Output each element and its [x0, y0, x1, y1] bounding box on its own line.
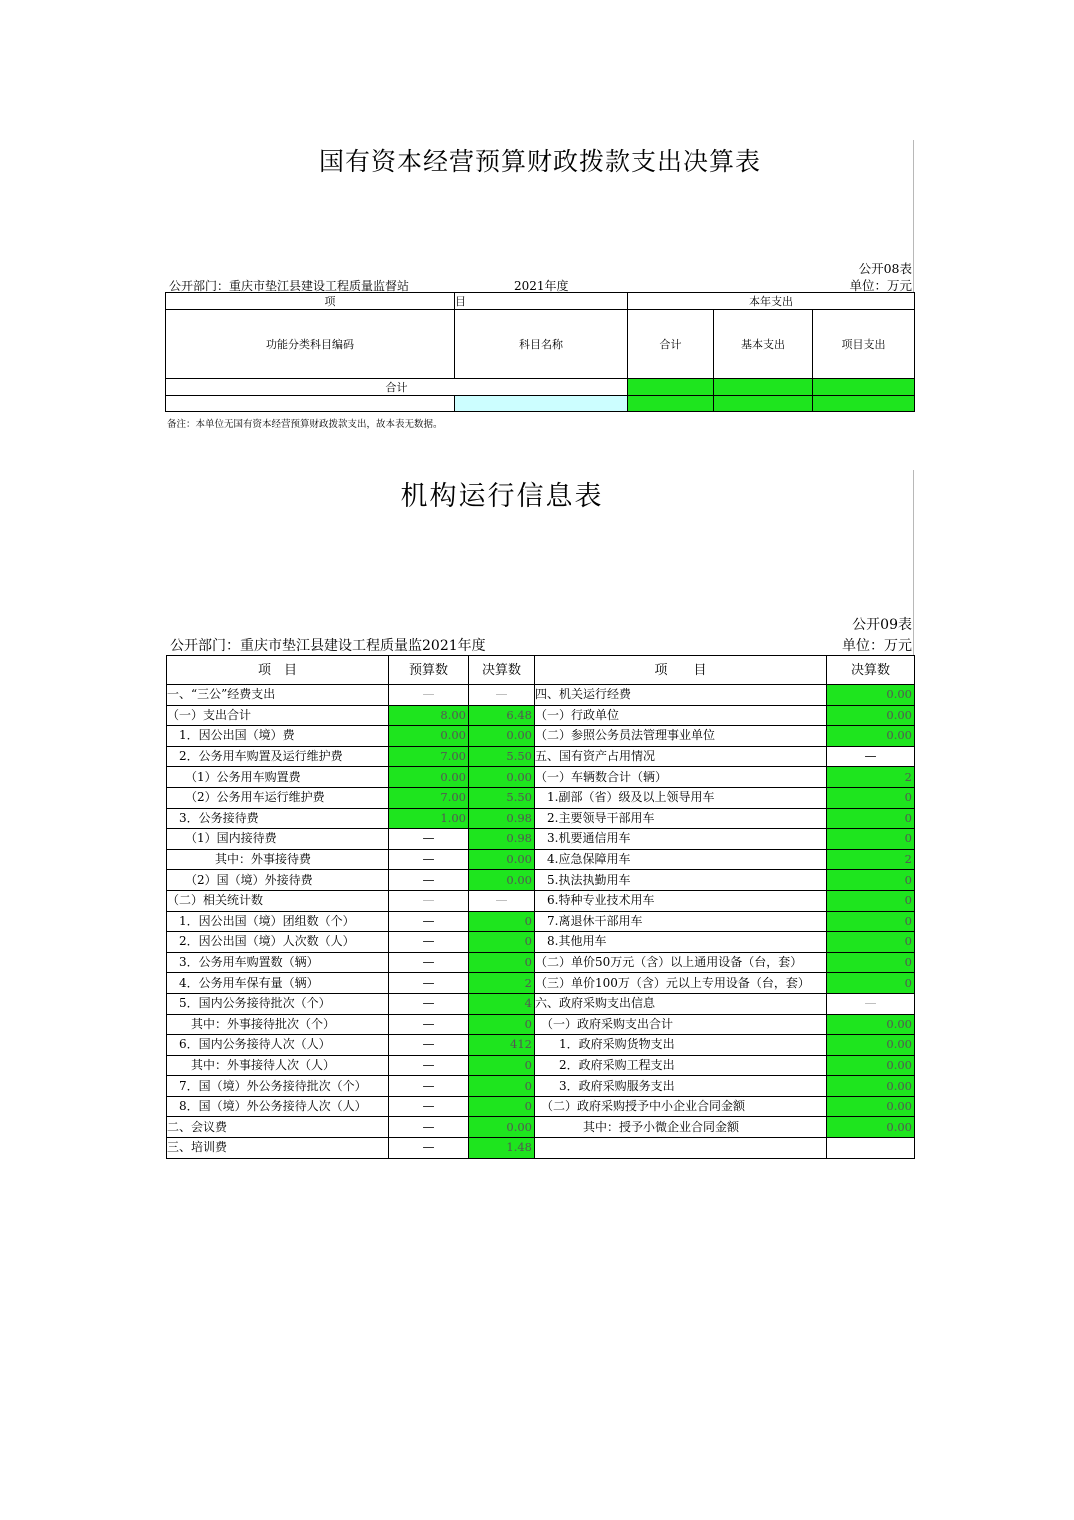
table09-right-label: （一）政府采购支出合计	[535, 1014, 827, 1035]
table09-budget-cell: —	[389, 952, 469, 973]
table09-left-label: （1）公务用车购置费	[167, 767, 389, 788]
table09-header-cell: 预算数	[389, 656, 469, 685]
table09-right-label: 四、机关运行经费	[535, 685, 827, 706]
table09-right-label: 5.执法执勤用车	[535, 870, 827, 891]
table09-budget-cell: 7.00	[389, 746, 469, 767]
table09-left-label: 3．公务接待费	[167, 808, 389, 829]
table08-unit: 单位：万元	[849, 278, 912, 293]
table09-left-label: 2．因公出国（境）人次数（人）	[167, 932, 389, 953]
table09-final-cell: 5.50	[469, 787, 535, 808]
table09-right-final-cell: 0	[827, 890, 915, 911]
table09-right-final-cell: 0.00	[827, 726, 915, 747]
table09-right-label: （三）单价100万（含）元以上专用设备（台，套）	[535, 973, 827, 994]
table-row	[167, 952, 915, 973]
table09-right-label: 2．政府采购工程支出	[535, 1055, 827, 1076]
table-row	[167, 705, 915, 726]
table09-budget-cell: —	[389, 1076, 469, 1097]
table-row	[167, 1076, 915, 1097]
table09-right-label: 7.离退休干部用车	[535, 911, 827, 932]
table09-right-final-cell: 0.00	[827, 685, 915, 706]
table09-right-final-cell: 0	[827, 808, 915, 829]
table09-code: 公开09表	[852, 617, 912, 633]
table09-budget-cell: —	[389, 829, 469, 850]
table-row	[167, 1138, 915, 1159]
table-row	[167, 870, 915, 891]
table09-left-label: 2．公务用车购置及运行维护费	[167, 746, 389, 767]
table08-dept: 公开部门：重庆市垫江县建设工程质量监督站	[169, 279, 410, 293]
table09-budget-cell: 7.00	[389, 787, 469, 808]
table09-final-cell: 0	[469, 952, 535, 973]
table09-right-final-cell: 0	[827, 829, 915, 850]
table09-budget-cell: —	[389, 993, 469, 1014]
table08-head-mu: 目	[455, 293, 628, 310]
table08-col-basic: 基本支出	[714, 310, 813, 379]
table09-left-label: 一、“三公”经费支出	[167, 685, 389, 706]
table08-year: 2021年度	[514, 279, 569, 293]
table-row	[167, 726, 915, 747]
table08-title: 国有资本经营预算财政拨款支出决算表	[318, 147, 761, 176]
table08-head-year-exp: 本年支出	[628, 293, 915, 310]
table09-final-cell: —	[469, 685, 535, 706]
table09-budget-cell: —	[389, 890, 469, 911]
table-row	[167, 787, 915, 808]
table08-name-cell	[455, 396, 628, 412]
table09-final-cell: 2	[469, 973, 535, 994]
table09-left-label: 1．因公出国（境）费	[167, 726, 389, 747]
table09-right-final-cell: 0	[827, 870, 915, 891]
table08-col-name: 科目名称	[455, 310, 628, 379]
table-row	[167, 890, 915, 911]
table09-right-final-cell: —	[827, 746, 915, 767]
table08-col-total: 合计	[628, 310, 714, 379]
table08-code: 公开08表	[858, 261, 912, 276]
table09-right-final-cell: 0	[827, 787, 915, 808]
table09-left-label: 6．国内公务接待人次（人）	[167, 1035, 389, 1056]
table-row	[167, 808, 915, 829]
table-row	[167, 911, 915, 932]
table09-right-label: 其中：授予小微企业合同金额	[535, 1117, 827, 1138]
table09-right-final-cell: 0	[827, 932, 915, 953]
table09-budget-cell: —	[389, 849, 469, 870]
table09-right-final-cell: 0.00	[827, 1035, 915, 1056]
table09-right-label: （二）政府采购授予中小企业合同金额	[535, 1096, 827, 1117]
table09-left-label: 其中：外事接待批次（个）	[167, 1014, 389, 1035]
table09-left-label: 8．国（境）外公务接待人次（人）	[167, 1096, 389, 1117]
table-row	[167, 685, 915, 706]
table09-final-cell: 0	[469, 1014, 535, 1035]
table09-budget-cell: 1.00	[389, 808, 469, 829]
table09-header-cell: 项 目	[535, 656, 827, 685]
table-row	[167, 1096, 915, 1117]
table09-budget-cell: —	[389, 1138, 469, 1159]
table08-head-xiang: 项	[166, 293, 455, 310]
table-row	[167, 1117, 915, 1138]
table09-final-cell: 6.48	[469, 705, 535, 726]
table09-budget-cell: —	[389, 870, 469, 891]
table09-right-final-cell: 2	[827, 849, 915, 870]
table09	[166, 655, 915, 1159]
table09-final-cell: 0.00	[469, 849, 535, 870]
table08	[165, 292, 915, 412]
table09-budget-cell: —	[389, 685, 469, 706]
table09-right-label: 2.主要领导干部用车	[535, 808, 827, 829]
table09-final-cell: 0.00	[469, 767, 535, 788]
table09-left-label: 1．因公出国（境）团组数（个）	[167, 911, 389, 932]
table09-title: 机构运行信息表	[400, 481, 604, 512]
table09-final-cell: 0.00	[469, 726, 535, 747]
table09-right-label: 3．政府采购服务支出	[535, 1076, 827, 1097]
table09-final-cell: 1.48	[469, 1138, 535, 1159]
table09-final-cell: 0.00	[469, 1117, 535, 1138]
table09-header-cell: 决算数	[469, 656, 535, 685]
table09-budget-cell: —	[389, 1117, 469, 1138]
table09-budget-cell: —	[389, 973, 469, 994]
table09-header-cell: 项 目	[167, 656, 389, 685]
table09-right-label: （一）行政单位	[535, 705, 827, 726]
table09-right-final-cell: 2	[827, 767, 915, 788]
table08-basic-cell	[714, 396, 813, 412]
table09-final-cell: 0	[469, 1055, 535, 1076]
table09-right-label: 6.特种专业技术用车	[535, 890, 827, 911]
table08-project-cell	[813, 379, 915, 396]
table08-total-label: 合计	[166, 379, 628, 396]
table08-project-cell	[813, 396, 915, 412]
table09-left-label: （2）公务用车运行维护费	[167, 787, 389, 808]
table-row	[167, 932, 915, 953]
table09-left-label: （一）支出合计	[167, 705, 389, 726]
table09-budget-cell: —	[389, 932, 469, 953]
table09-final-cell: 0	[469, 1076, 535, 1097]
table-row	[167, 1035, 915, 1056]
table09-right-final-cell	[827, 1138, 915, 1159]
table09-right-final-cell: 0.00	[827, 1096, 915, 1117]
table08-basic-cell	[714, 379, 813, 396]
table09-dept: 公开部门：重庆市垫江县建设工程质量监2021年度	[170, 638, 486, 654]
table08-code-cell	[166, 396, 455, 412]
table09-left-label: 其中：外事接待人次（人）	[167, 1055, 389, 1076]
table09-right-final-cell: —	[827, 993, 915, 1014]
table09-right-label: 六、政府采购支出信息	[535, 993, 827, 1014]
table09-right-final-cell: 0.00	[827, 1117, 915, 1138]
table09-final-cell: 0.98	[469, 808, 535, 829]
table-row	[167, 829, 915, 850]
table09-right-final-cell: 0	[827, 911, 915, 932]
table09-right-final-cell: 0.00	[827, 705, 915, 726]
table09-left-label: 二、会议费	[167, 1117, 389, 1138]
table09-budget-cell: 8.00	[389, 705, 469, 726]
table09-final-cell: 0.00	[469, 870, 535, 891]
table09-left-label: 三、培训费	[167, 1138, 389, 1159]
table09-right-label: 8.其他用车	[535, 932, 827, 953]
table09-right-final-cell: 0	[827, 973, 915, 994]
table08-total-cell	[628, 379, 714, 396]
table09-budget-cell: 0.00	[389, 767, 469, 788]
table09-right-final-cell: 0.00	[827, 1076, 915, 1097]
table09-final-cell: 0	[469, 911, 535, 932]
table09-right-label: （二）单价50万元（含）以上通用设备（台，套）	[535, 952, 827, 973]
table09-right-label: （一）车辆数合计（辆）	[535, 767, 827, 788]
table09-budget-cell: 0.00	[389, 726, 469, 747]
table09-final-cell: 412	[469, 1035, 535, 1056]
table09-right-label: 1．政府采购货物支出	[535, 1035, 827, 1056]
table-row	[167, 993, 915, 1014]
table-row	[167, 1055, 915, 1076]
table09-budget-cell: —	[389, 911, 469, 932]
table09-right-label: 4.应急保障用车	[535, 849, 827, 870]
table09-right-label: 3.机要通信用车	[535, 829, 827, 850]
table-row	[167, 849, 915, 870]
table09-header-cell: 决算数	[827, 656, 915, 685]
table09-left-label: 4．公务用车保有量（辆）	[167, 973, 389, 994]
table-row	[167, 973, 915, 994]
table09-budget-cell: —	[389, 1096, 469, 1117]
table08-total-cell	[628, 396, 714, 412]
table09-right-final-cell: 0	[827, 952, 915, 973]
table09-right-final-cell: 0.00	[827, 1055, 915, 1076]
table09-left-label: （二）相关统计数	[167, 890, 389, 911]
table09-right-label: （二）参照公务员法管理事业单位	[535, 726, 827, 747]
table-row	[167, 1014, 915, 1035]
table08-col-code: 功能分类科目编码	[166, 310, 455, 379]
table09-budget-cell: —	[389, 1055, 469, 1076]
table08-col-project: 项目支出	[813, 310, 915, 379]
table09-final-cell: 0	[469, 932, 535, 953]
table-row	[167, 767, 915, 788]
table09-left-label: 7．国（境）外公务接待批次（个）	[167, 1076, 389, 1097]
table09-left-label: 3．公务用车购置数（辆）	[167, 952, 389, 973]
table09-right-label	[535, 1138, 827, 1159]
table09-right-label: 五、国有资产占用情况	[535, 746, 827, 767]
table08-note: 备注：本单位无国有资本经营预算财政拨款支出，故本表无数据。	[167, 419, 443, 430]
table09-final-cell: —	[469, 890, 535, 911]
table09-budget-cell: —	[389, 1014, 469, 1035]
table09-final-cell: 4	[469, 993, 535, 1014]
table09-left-label: 5．国内公务接待批次（个）	[167, 993, 389, 1014]
table-row	[167, 746, 915, 767]
table09-left-label: （2）国（境）外接待费	[167, 870, 389, 891]
table09-budget-cell: —	[389, 1035, 469, 1056]
table09-final-cell: 0.98	[469, 829, 535, 850]
table09-right-final-cell: 0.00	[827, 1014, 915, 1035]
sheet-edge-line	[913, 470, 914, 656]
table09-left-label: （1）国内接待费	[167, 829, 389, 850]
table09-final-cell: 5.50	[469, 746, 535, 767]
table09-left-label: 其中：外事接待费	[167, 849, 389, 870]
table09-header-row	[167, 656, 915, 685]
table09-unit: 单位：万元	[842, 638, 912, 654]
table09-final-cell: 0	[469, 1096, 535, 1117]
table09-right-label: 1.副部（省）级及以上领导用车	[535, 787, 827, 808]
